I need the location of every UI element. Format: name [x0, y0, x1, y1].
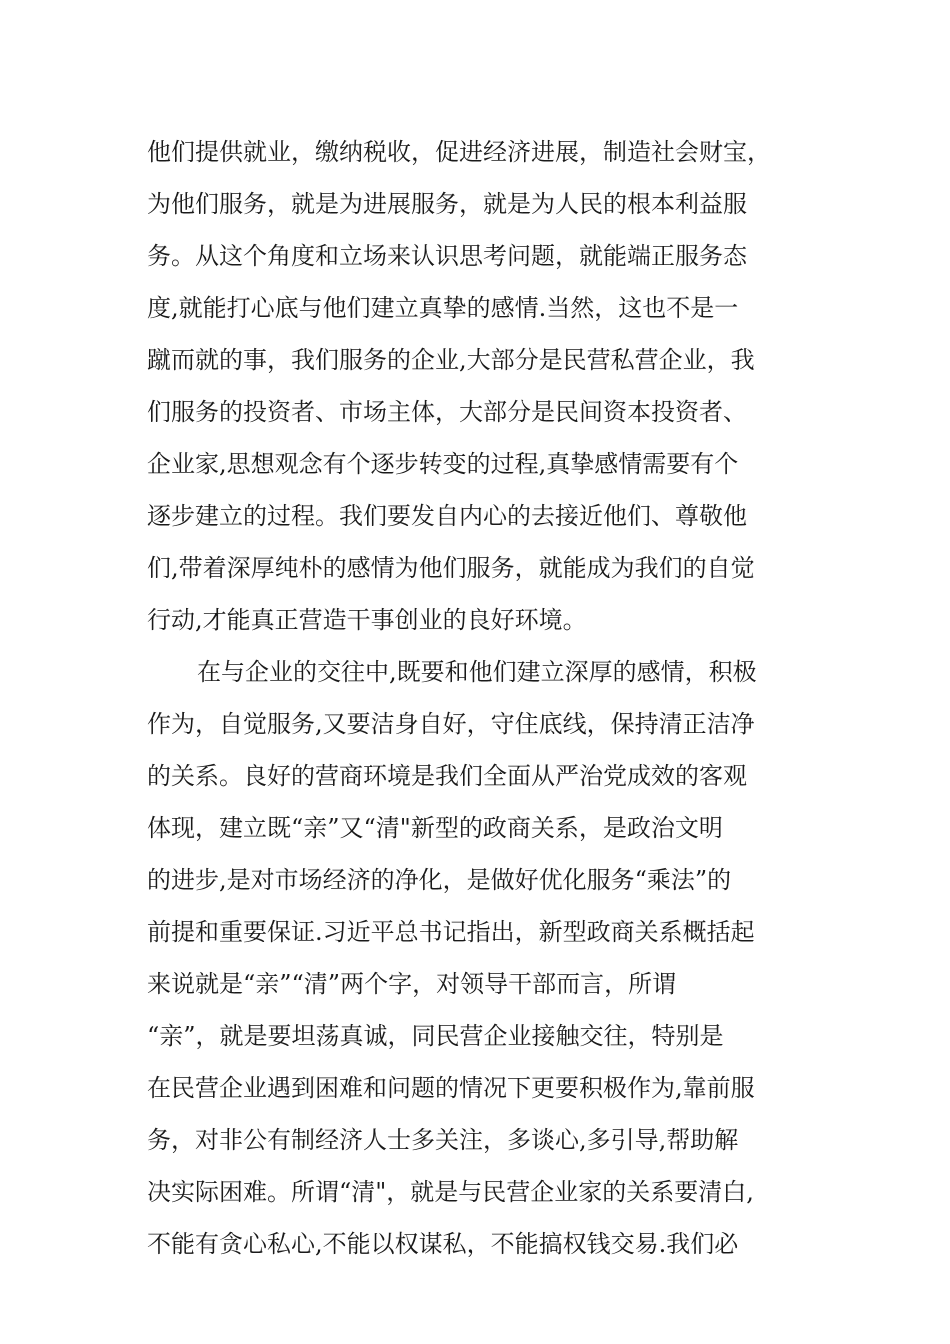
text-line: 度,就能打心底与他们建立真挚的感情.当然，这也不是一 — [147, 294, 739, 322]
text-line: 不能有贪心私心,不能以权谋私，不能搞权钱交易.我们必 — [147, 1230, 739, 1258]
text-line: 在民营企业遇到困难和问题的情况下更要积极作为,靠前服 — [147, 1074, 755, 1102]
text-line: 在与企业的交往中,既要和他们建立深厚的感情，积极 — [197, 658, 757, 686]
text-line: 作为，自觉服务,又要洁身自好，守住底线，保持清正洁净 — [147, 710, 755, 738]
text-line: 们服务的投资者、市场主体，大部分是民间资本投资者、 — [147, 398, 747, 426]
text-line: 体现，建立既“亲”又“清"新型的政商关系，是政治文明 — [147, 814, 723, 842]
text-line: 务。从这个角度和立场来认识思考问题，就能端正服务态 — [147, 242, 747, 270]
text-line: 他们提供就业，缴纳税收，促进经济进展，制造社会财宝， — [147, 138, 771, 166]
text-line: 企业家,思想观念有个逐步转变的过程,真挚感情需要有个 — [147, 450, 739, 478]
text-line: 们,带着深厚纯朴的感情为他们服务，就能成为我们的自觉 — [147, 554, 755, 582]
body-text — [147, 126, 812, 1270]
text-line: 逐步建立的过程。我们要发自内心的去接近他们、尊敬他 — [147, 502, 747, 530]
text-line: 蹴而就的事，我们服务的企业,大部分是民营私营企业，我 — [147, 346, 755, 374]
text-line: 的进步,是对市场经济的净化，是做好优化服务“乘法”的 — [147, 866, 732, 894]
text-line: 决实际困难。所谓“清"，就是与民营企业家的关系要清白, — [147, 1178, 754, 1206]
text-line: 的关系。良好的营商环境是我们全面从严治党成效的客观 — [147, 762, 747, 790]
text-line: “亲”，就是要坦荡真诚，同民营企业接触交往，特别是 — [147, 1022, 724, 1050]
text-line: 为他们服务，就是为进展服务，就是为人民的根本利益服 — [147, 190, 747, 218]
text-line: 前提和重要保证.习近平总书记指出，新型政商关系概括起 — [147, 918, 755, 946]
text-line: 来说就是“亲”“清”两个字，对领导干部而言，所谓 — [147, 970, 677, 998]
text-line: 行动,才能真正营造干事创业的良好环境。 — [147, 606, 587, 634]
text-line: 务，对非公有制经济人士多关注，多谈心,多引导,帮助解 — [147, 1126, 739, 1154]
